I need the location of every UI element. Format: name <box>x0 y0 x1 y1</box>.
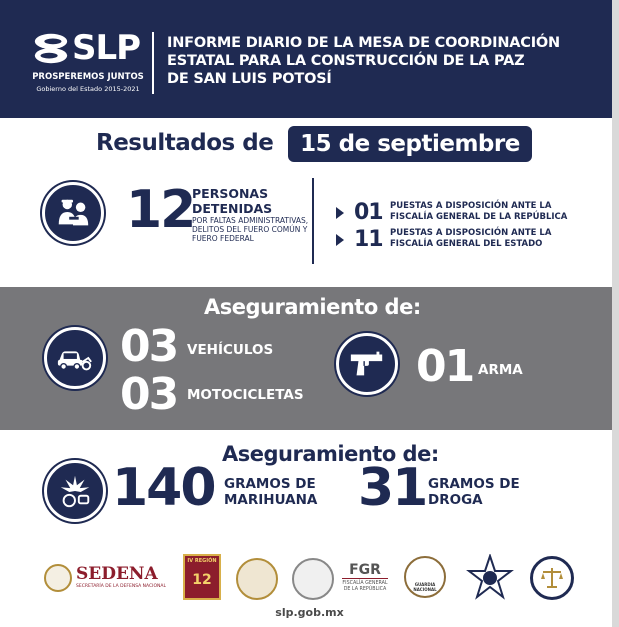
header-title <box>167 34 607 88</box>
detenidos-count: 12 <box>126 180 195 240</box>
detenidos-label-2: DETENIDAS <box>192 201 273 216</box>
vertical-divider <box>312 178 314 264</box>
guardia-label: GUARDIA NACIONAL <box>413 582 437 592</box>
results-heading <box>0 124 619 164</box>
disposicion-fge <box>336 227 596 253</box>
arma-count: 01 <box>416 341 474 392</box>
disposicion-fge-count: 11 <box>354 227 383 252</box>
title-line-3: DE SAN LUIS POTOSÍ <box>167 71 332 87</box>
region-label: IV REGIÓN <box>187 558 217 564</box>
detail-line-1: POR FALTAS ADMINISTRATIVAS, <box>192 216 309 225</box>
marihuana-line-1: GRAMOS DE <box>224 476 316 492</box>
sedena-seal-icon <box>44 564 72 592</box>
title-line-1: INFORME DIARIO DE LA MESA DE COORDINACIÓN <box>167 35 560 51</box>
motos-label: MOTOCICLETAS <box>187 387 304 403</box>
marijuana-icon <box>44 460 106 522</box>
droga-label <box>428 476 520 508</box>
marihuana-line-2: MARIHUANA <box>224 492 318 508</box>
fgr-logo-text: FGR <box>342 562 388 579</box>
slp-swoosh-icon <box>32 30 70 68</box>
aseguramiento-title-2: Aseguramiento de: <box>222 442 439 466</box>
droga-count: 31 <box>358 458 427 518</box>
disposicion-fgr-text <box>390 201 600 223</box>
arrest-icon <box>42 182 104 244</box>
logo-tagline: PROSPEREMOS JUNTOS <box>32 72 144 82</box>
disposicion-fgr <box>336 200 596 226</box>
region-number: 12 <box>192 572 212 588</box>
triangle-bullet-icon <box>336 207 344 219</box>
fgr-sub-1: FISCALÍA GENERAL <box>342 581 388 586</box>
detenidos-detail <box>192 216 310 243</box>
aseguramiento-band <box>0 287 619 430</box>
detenidos-label <box>192 186 272 216</box>
aseguramiento-title-1: Aseguramiento de: <box>204 295 421 319</box>
marihuana-count: 140 <box>112 458 215 518</box>
fgr-sub-2: DE LA REPÚBLICA <box>343 587 387 592</box>
disposicion-fge-line-2: FISCALÍA GENERAL DEL ESTADO <box>390 239 543 249</box>
right-edge <box>612 0 619 627</box>
logo-text: SLP <box>72 28 141 68</box>
disposicion-fgr-line-1: PUESTAS A DISPOSICIÓN ANTE LA <box>390 201 552 211</box>
vehiculos-label: VEHÍCULOS <box>187 342 274 358</box>
region-shield-icon <box>183 554 221 600</box>
droga-line-2: DROGA <box>428 492 483 508</box>
disposicion-fgr-line-2: FISCALÍA GENERAL DE LA REPÚBLICA <box>390 212 568 222</box>
detail-line-3: FUERO FEDERAL <box>192 234 254 243</box>
sedena-sub: SECRETARÍA DE LA DEFENSA NACIONAL <box>76 584 166 589</box>
police-star-icon <box>466 554 514 602</box>
justice-seal-icon <box>530 556 574 600</box>
detail-line-2: DELITOS DEL FUERO COMÚN Y <box>192 225 308 234</box>
droga-line-1: GRAMOS DE <box>428 476 520 492</box>
logo-gov: Gobierno del Estado 2015-2021 <box>36 85 140 93</box>
disposicion-fge-line-1: PUESTAS A DISPOSICIÓN ANTE LA <box>390 228 552 238</box>
marina-seal-icon <box>236 558 278 600</box>
title-line-2: ESTATAL PARA LA CONSTRUCCIÓN DE LA PAZ <box>167 53 525 69</box>
detenidos-label-1: PERSONAS <box>192 186 269 201</box>
triangle-bullet-icon <box>336 234 344 246</box>
disposicion-fgr-count: 01 <box>354 200 383 225</box>
header-banner <box>0 0 619 118</box>
scales-icon <box>539 565 565 591</box>
disposicion-fge-text <box>390 228 600 250</box>
fgr-sub <box>338 581 392 593</box>
marihuana-label <box>224 476 317 508</box>
guardia-nacional-seal-icon <box>404 556 446 598</box>
vehiculos-count: 03 <box>120 321 178 372</box>
motos-count: 03 <box>120 369 178 420</box>
header-divider <box>152 32 154 94</box>
arma-label: ARMA <box>478 362 523 378</box>
vehicle-icon <box>44 327 106 389</box>
slp-logo <box>32 28 144 98</box>
gun-icon <box>336 333 398 395</box>
date-pill: 15 de septiembre <box>288 126 532 162</box>
results-label: Resultados de <box>96 130 274 156</box>
mexico-seal-icon <box>292 558 334 600</box>
footer-url[interactable]: slp.gob.mx <box>275 606 344 619</box>
sedena-logo-text: SEDENA <box>76 564 158 584</box>
